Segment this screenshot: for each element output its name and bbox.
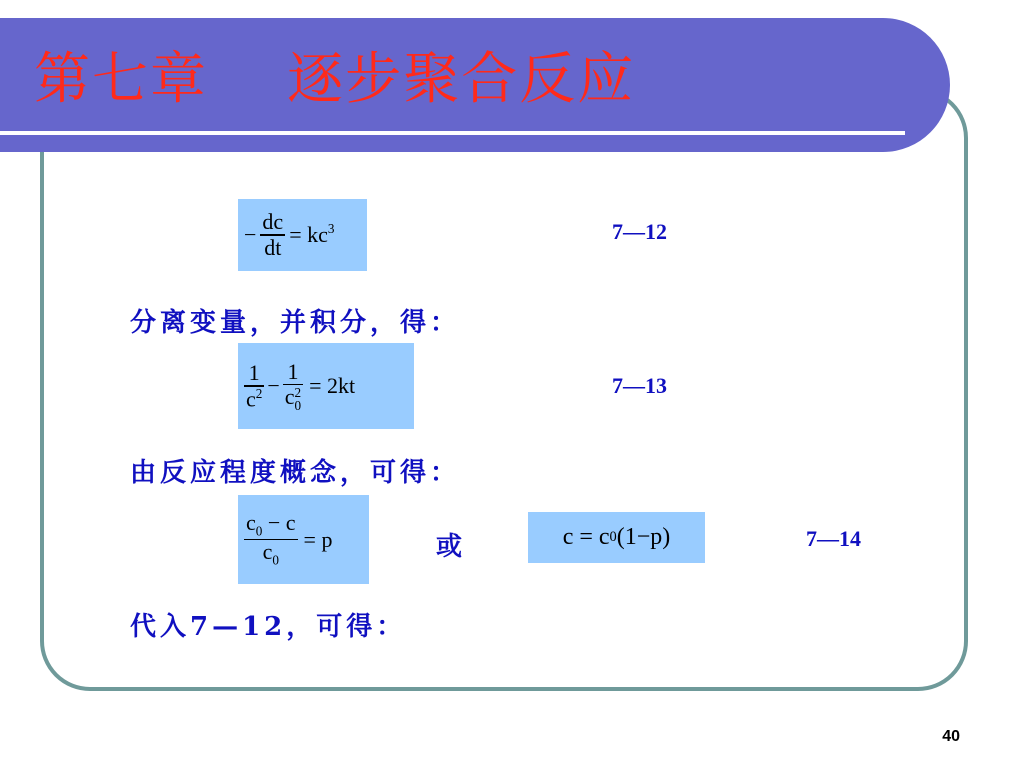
- c-symbol: c: [246, 385, 256, 411]
- subscript: 0: [294, 398, 302, 414]
- denominator: [244, 387, 264, 412]
- equation-number-7-13: 7—13: [612, 373, 667, 398]
- equation-7-14-fraction: [238, 495, 369, 584]
- fraction-c0-minus-c-over-c0: [244, 511, 298, 568]
- title-underline: [0, 131, 905, 135]
- equation-number-7-12: 7—12: [612, 219, 667, 244]
- c-symbol: c: [262, 539, 273, 565]
- subscript: 0: [609, 529, 617, 545]
- equation-number-7-14: 7—14: [806, 526, 861, 551]
- rhs: = 2kt: [309, 373, 356, 398]
- numerator: 1: [287, 358, 299, 384]
- numerator: [244, 511, 298, 539]
- slide-frame: [40, 88, 968, 691]
- fraction-dc-dt: [260, 210, 285, 260]
- slide-title: 第七章 逐步聚合反应: [34, 47, 636, 112]
- one-minus-p: (1−p): [616, 524, 671, 550]
- equation-7-14-alternate: [528, 512, 705, 563]
- minus-sign: −: [244, 222, 257, 247]
- fraction-1-over-c0-2: [283, 360, 303, 413]
- denominator: dt: [264, 234, 282, 260]
- exponent: 3: [327, 221, 335, 236]
- paragraph-separate-variables: 分离变量，并积分，得：: [130, 308, 461, 338]
- denominator: [261, 540, 281, 568]
- fraction-1-over-c2: [244, 361, 264, 411]
- numerator: dc: [262, 209, 284, 235]
- c-symbol: c: [246, 509, 256, 535]
- subscript: 0: [272, 552, 279, 568]
- minus-sign: −: [267, 373, 280, 398]
- paragraph-substitute: 代入7—12，可得：: [130, 612, 407, 642]
- paragraph-reaction-extent: 由反应程度概念，可得：: [130, 458, 461, 488]
- rhs: = kc: [289, 222, 328, 247]
- rhs: = p: [303, 526, 333, 552]
- subscript: 0: [255, 523, 263, 539]
- minus-c: − c: [262, 509, 296, 535]
- c-equals-c: c = c: [562, 524, 610, 550]
- c-symbol: c: [284, 384, 295, 410]
- equation-7-12: [238, 199, 367, 271]
- numerator: 1: [248, 359, 260, 385]
- equation-7-13: [238, 343, 414, 429]
- exponent: 2: [294, 385, 302, 401]
- exponent: 2: [255, 385, 263, 401]
- or-text: 或: [436, 532, 467, 562]
- page-number: 40: [942, 728, 960, 745]
- denominator: [283, 385, 303, 412]
